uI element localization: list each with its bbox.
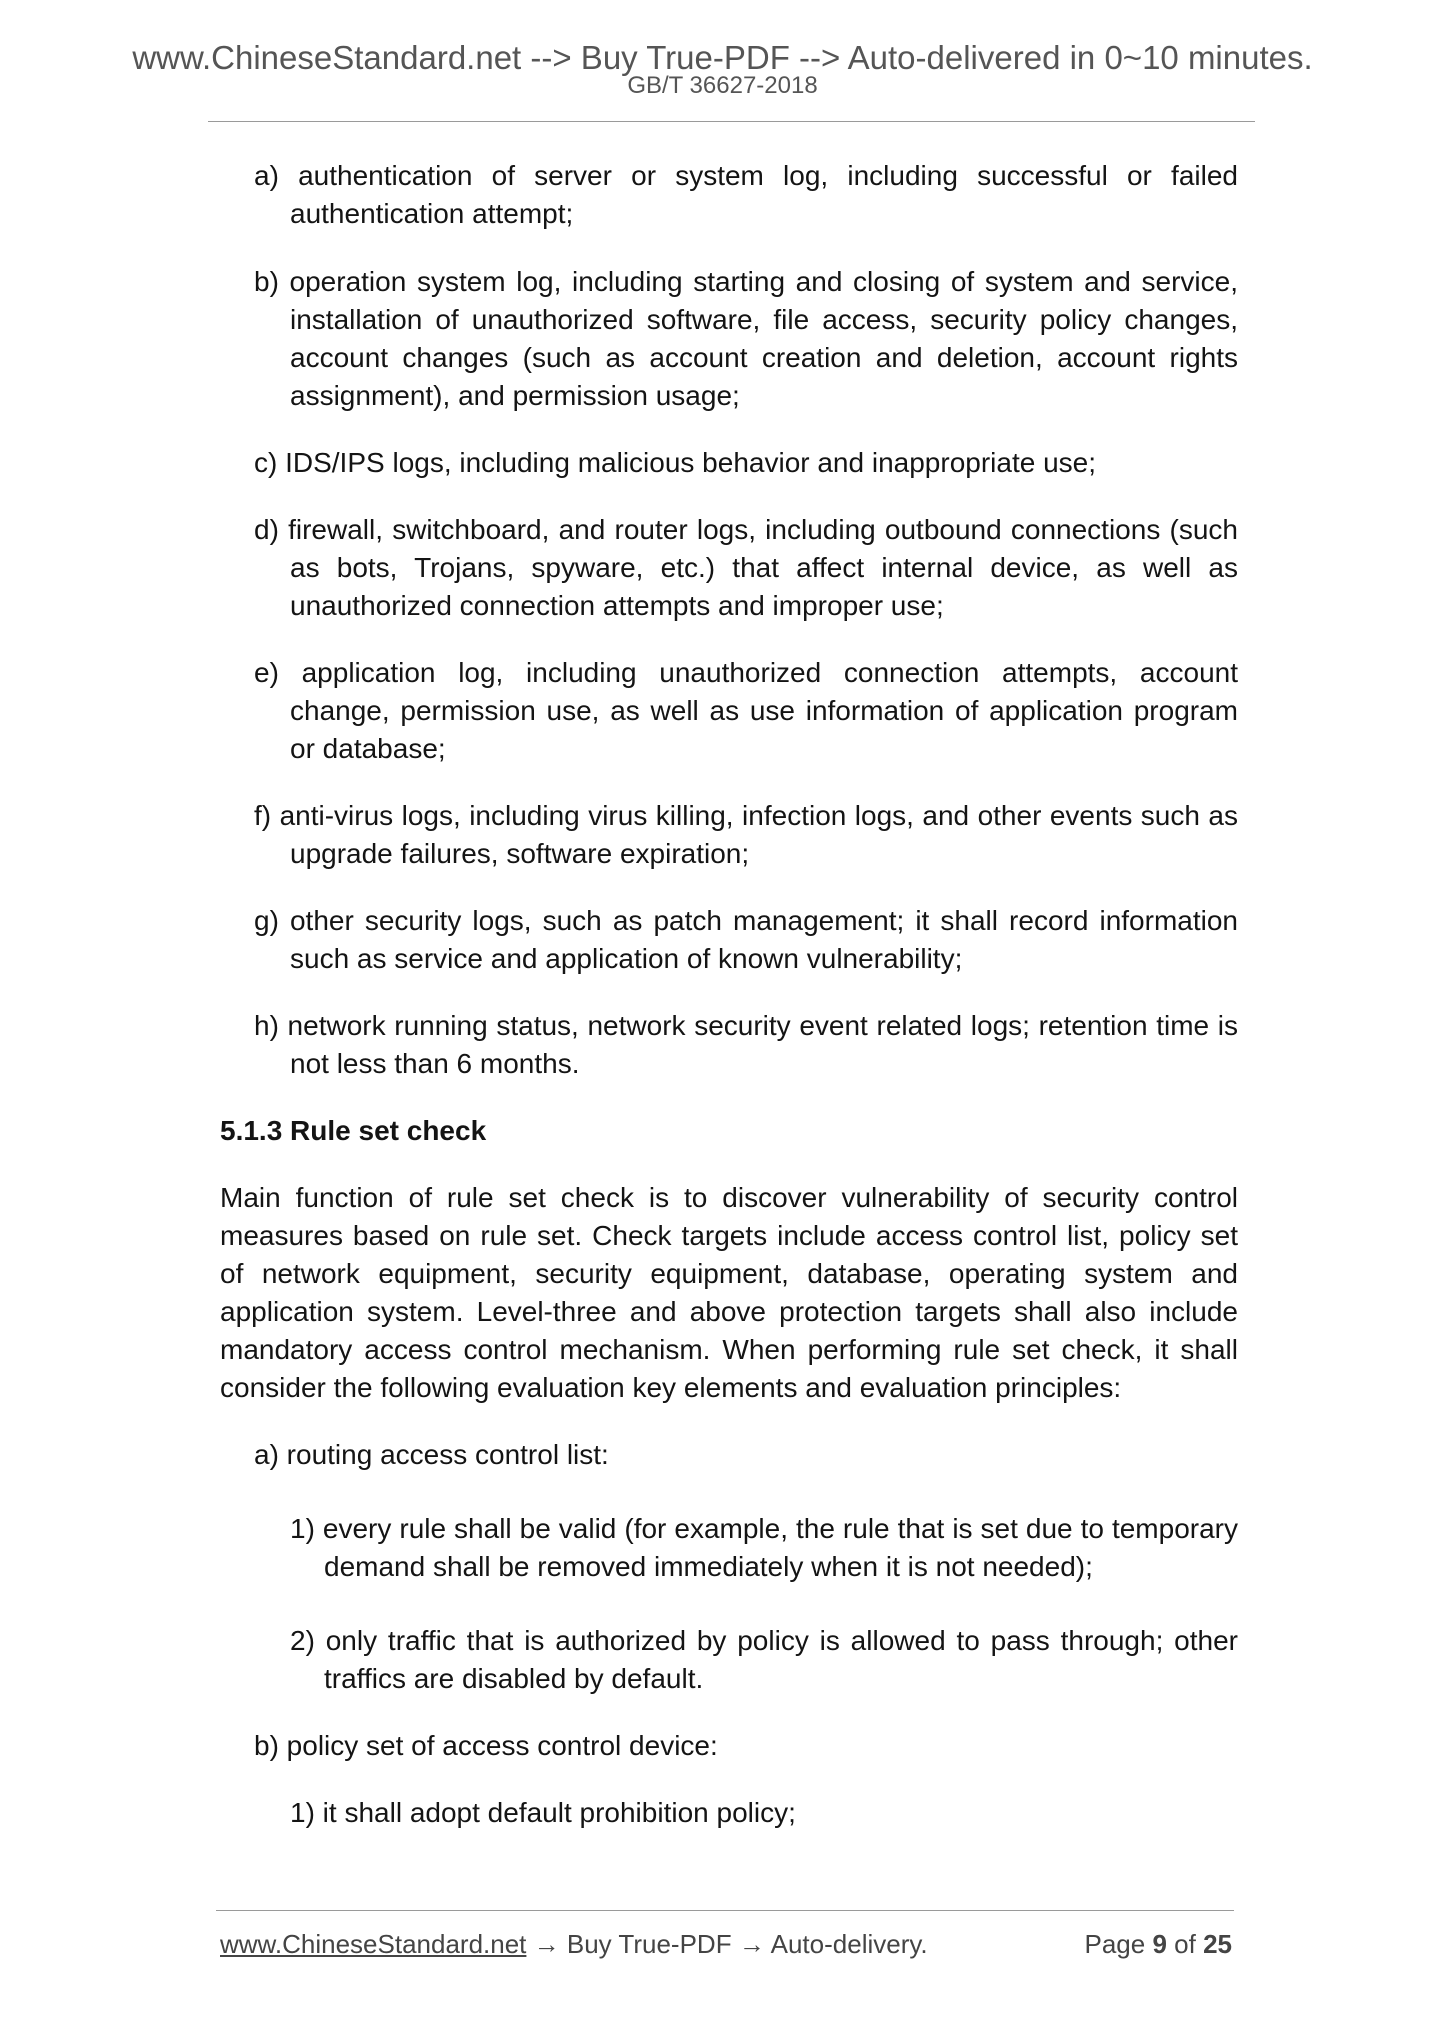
rule-item-a: a) routing access control list: [254, 1439, 609, 1470]
footer-buy-text: Buy True-PDF [566, 1929, 732, 1959]
section-heading: 5.1.3 Rule set check [220, 1115, 487, 1146]
page-indicator [1084, 1928, 1232, 1960]
footer-site-link[interactable]: www.ChineseStandard.net [220, 1929, 527, 1959]
page-body [220, 157, 1238, 1832]
rule-item-b: b) policy set of access control device: [254, 1730, 718, 1761]
log-item-b: b) operation system log, including starting and closing of system and service, installation of unauthorized software, file access, security policy changes, account changes (such as account creation and deletion, account rights assignment), and permission usage; [254, 266, 1238, 411]
total-pages-number: 25 [1203, 1929, 1232, 1959]
log-item-d: d) firewall, switchboard, and router logs, including outbound connections (such as bots, Trojans, spyware, etc.) that affect internal device, as well as unauthorized connection attempts and improper use; [254, 514, 1238, 621]
header-divider [208, 121, 1255, 122]
rule-item-a-1: 1) every rule shall be valid (for example, the rule that is set due to temporary demand shall be removed immediately when it is not needed); [290, 1513, 1238, 1582]
of-label: of [1174, 1929, 1196, 1959]
log-item-f: f) anti-virus logs, including virus killing, infection logs, and other events such as upgrade failures, software expiration; [254, 800, 1238, 869]
site-banner: www.ChineseStandard.net --> Buy True-PDF --> Auto-delivered in 0~10 minutes. [132, 39, 1313, 76]
section-intro: Main function of rule set check is to discover vulnerability of security control measures based on rule set. Check targets include access control list, policy set of network equipment, security equipment, database, operating system and application system. Level-three and above protection targets shall also include mandatory access control mechanism. When performing rule set check, it shall consider the following evaluation key elements and evaluation principles: [220, 1182, 1238, 1403]
rule-item-a-2: 2) only traffic that is authorized by policy is allowed to pass through; other traffics are disabled by default. [290, 1625, 1238, 1694]
footer-divider [216, 1910, 1234, 1911]
log-item-a: a) authentication of server or system log, including successful or failed authentication attempt; [254, 160, 1238, 229]
log-item-e: e) application log, including unauthorized connection attempts, account change, permission use, as well as use information of application program or database; [254, 657, 1238, 764]
arrow-right-icon: → [533, 1929, 560, 1959]
current-page-number: 9 [1152, 1929, 1167, 1959]
arrow-right-icon: → [738, 1929, 765, 1959]
log-item-g: g) other security logs, such as patch management; it shall record information such as service and application of known vulnerability; [254, 905, 1238, 974]
page-footer [220, 1928, 1232, 1960]
footer-promo [220, 1929, 928, 1959]
log-item-c: c) IDS/IPS logs, including malicious behavior and inappropriate use; [254, 447, 1097, 478]
document-id: GB/T 36627-2018 [627, 72, 818, 99]
page-label: Page [1084, 1929, 1146, 1959]
log-item-h: h) network running status, network security event related logs; retention time is not less than 6 months. [254, 1010, 1238, 1079]
footer-delivery-text: Auto-delivery. [770, 1929, 928, 1959]
rule-item-b-1: 1) it shall adopt default prohibition policy; [290, 1797, 796, 1828]
